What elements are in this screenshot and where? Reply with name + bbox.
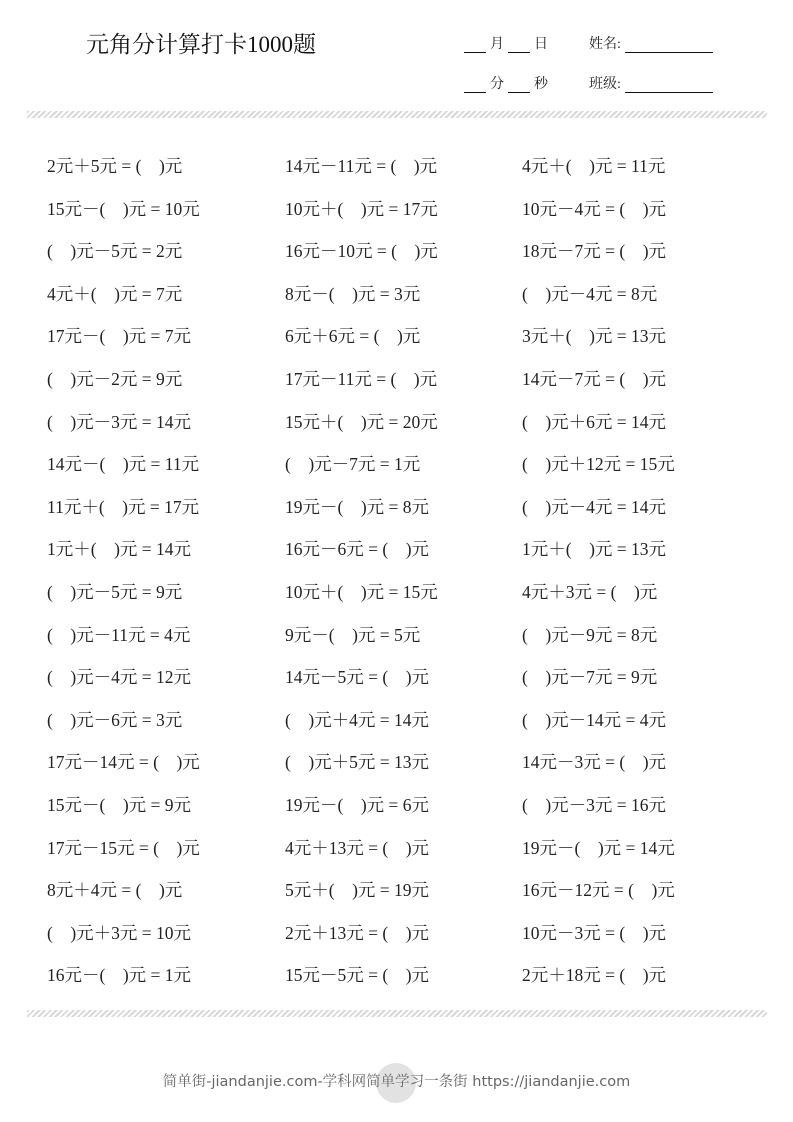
- problem-row: [0, 366, 793, 390]
- problem-item: 1元＋( )元 = 14元: [47, 539, 192, 560]
- problem-row: [0, 494, 793, 518]
- problem-item: 17元－15元 = ( )元: [47, 837, 200, 858]
- month-label: 月: [490, 37, 504, 52]
- problem-item: ( )元＋6元 = 14元: [522, 411, 667, 432]
- class-field: [589, 73, 717, 93]
- problem-item: 4元＋( )元 = 11元: [522, 156, 666, 176]
- problem-item: 17元－( )元 = 7元: [47, 326, 192, 347]
- problem-item: ( )元－4元 = 14元: [522, 496, 667, 517]
- problem-item: 15元－( )元 = 9元: [47, 795, 192, 815]
- problem-item: 2元＋5元 = ( )元: [47, 156, 183, 176]
- problem-row: [0, 622, 793, 646]
- problem-item: 18元－7元 = ( )元: [522, 241, 667, 262]
- problem-item: 4元＋13元 = ( )元: [285, 837, 430, 858]
- problem-item: 14元－3元 = ( )元: [522, 752, 667, 773]
- problem-item: 17元－11元 = ( )元: [285, 369, 438, 389]
- month-blank[interactable]: [464, 38, 486, 53]
- problem-item: 16元－6元 = ( )元: [285, 539, 430, 560]
- problem-item: ( )元－3元 = 16元: [522, 795, 667, 815]
- problem-row: [0, 707, 793, 731]
- problem-item: 8元－( )元 = 3元: [285, 283, 421, 304]
- problem-item: ( )元－4元 = 8元: [522, 283, 658, 304]
- problem-item: 10元－4元 = ( )元: [522, 198, 667, 219]
- problem-item: 11元＋( )元 = 17元: [47, 496, 200, 517]
- name-blank[interactable]: [625, 38, 713, 53]
- problem-item: 16元－10元 = ( )元: [285, 241, 438, 262]
- problem-item: ( )元－5元 = 9元: [47, 582, 183, 602]
- day-label: 日: [534, 37, 548, 52]
- problem-item: 19元－( )元 = 14元: [522, 837, 675, 858]
- problem-item: 10元＋( )元 = 17元: [285, 198, 438, 219]
- problem-item: ( )元－5元 = 2元: [47, 241, 183, 262]
- time-fields: [464, 73, 548, 93]
- problem-item: 17元－14元 = ( )元: [47, 752, 200, 773]
- problem-item: 15元－( )元 = 10元: [47, 198, 200, 219]
- problem-row: [0, 962, 793, 986]
- class-blank[interactable]: [625, 78, 713, 93]
- problem-row: [0, 153, 793, 177]
- problem-row: [0, 835, 793, 859]
- problem-item: 16元－12元 = ( )元: [522, 880, 675, 901]
- problem-item: 15元－5元 = ( )元: [285, 965, 430, 986]
- footer-text: 简单街-jiandanjie.com-学科网简单学习一条街 https://jiandanjie.com: [162, 1074, 631, 1090]
- second-blank[interactable]: [508, 78, 530, 93]
- problem-item: 15元＋( )元 = 20元: [285, 411, 438, 432]
- problem-item: 9元－( )元 = 5元: [285, 624, 421, 645]
- problem-item: ( )元－7元 = 9元: [522, 667, 658, 688]
- problem-item: 8元＋4元 = ( )元: [47, 880, 183, 901]
- problem-item: 4元＋3元 = ( )元: [522, 582, 658, 602]
- problem-row: [0, 579, 793, 603]
- problem-row: [0, 281, 793, 305]
- minute-blank[interactable]: [464, 78, 486, 93]
- problem-item: ( )元－2元 = 9元: [47, 369, 183, 389]
- problem-item: 19元－( )元 = 8元: [285, 496, 430, 517]
- problem-item: ( )元－9元 = 8元: [522, 624, 658, 645]
- problem-item: 5元＋( )元 = 19元: [285, 880, 430, 901]
- problem-row: [0, 792, 793, 816]
- bottom-divider: [27, 1010, 767, 1017]
- problem-item: ( )元－7元 = 1元: [285, 454, 421, 475]
- problem-row: [0, 749, 793, 773]
- problem-item: 2元＋13元 = ( )元: [285, 922, 430, 943]
- problem-row: [0, 409, 793, 433]
- problem-item: 14元－11元 = ( )元: [285, 156, 438, 176]
- problem-item: ( )元－6元 = 3元: [47, 709, 183, 730]
- top-divider: [27, 111, 767, 118]
- problem-item: 4元＋( )元 = 7元: [47, 283, 183, 304]
- problem-item: ( )元＋3元 = 10元: [47, 922, 192, 943]
- day-blank[interactable]: [508, 38, 530, 53]
- problem-row: [0, 238, 793, 262]
- problem-item: ( )元＋4元 = 14元: [285, 709, 430, 730]
- problem-item: 16元－( )元 = 1元: [47, 965, 192, 986]
- problem-row: [0, 323, 793, 347]
- worksheet-title: 元角分计算打卡1000题: [86, 32, 316, 57]
- problem-item: ( )元－4元 = 12元: [47, 667, 192, 688]
- problem-item: 3元＋( )元 = 13元: [522, 326, 667, 347]
- name-label: 姓名:: [589, 37, 621, 52]
- date-fields: [464, 33, 548, 53]
- problem-item: 14元－7元 = ( )元: [522, 369, 667, 389]
- problem-row: [0, 920, 793, 944]
- problem-row: [0, 536, 793, 560]
- problem-row: [0, 196, 793, 220]
- name-field: [589, 33, 717, 53]
- class-label: 班级:: [589, 77, 621, 92]
- problem-item: 14元－5元 = ( )元: [285, 667, 430, 688]
- problem-item: 2元＋18元 = ( )元: [522, 965, 667, 986]
- second-label: 秒: [534, 77, 548, 92]
- problem-item: ( )元－14元 = 4元: [522, 709, 667, 730]
- problem-item: 10元－3元 = ( )元: [522, 922, 667, 943]
- problem-item: ( )元＋5元 = 13元: [285, 752, 430, 773]
- problem-item: ( )元－11元 = 4元: [47, 624, 191, 645]
- problem-item: 10元＋( )元 = 15元: [285, 582, 438, 602]
- problem-item: 14元－( )元 = 11元: [47, 454, 200, 475]
- problem-row: [0, 451, 793, 475]
- problem-row: [0, 664, 793, 688]
- problem-item: 1元＋( )元 = 13元: [522, 539, 667, 560]
- minute-label: 分: [490, 77, 504, 92]
- problem-item: ( )元＋12元 = 15元: [522, 454, 675, 475]
- problem-item: 6元＋6元 = ( )元: [285, 326, 421, 347]
- problem-item: 19元－( )元 = 6元: [285, 795, 430, 815]
- problem-item: ( )元－3元 = 14元: [47, 411, 192, 432]
- problem-row: [0, 877, 793, 901]
